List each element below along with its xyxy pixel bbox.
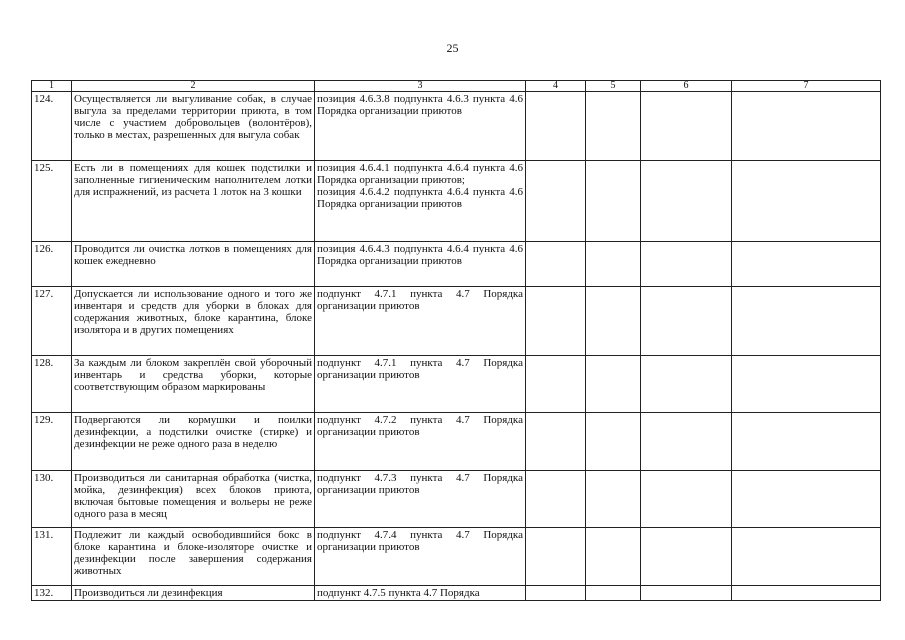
empty-cell-4 [526,586,586,601]
question-text: Подвергаются ли кормушки и поилки дезинфекции, а подстилки очистке (стирке) и дезинфекции не реже одного раза в неделю [72,413,315,471]
reference-line: позиция 4.6.4.1 подпункта 4.6.4 пункта 4.6 Порядка организации приютов; [317,162,523,186]
question-text: Проводится ли очистка лотков в помещениях для кошек ежедневно [72,242,315,287]
legal-reference [315,471,526,528]
table-row [32,356,881,413]
question-text: Допускается ли использование одного и того же инвентаря и средств для уборки в блоках для содержания животных, блоке карантина, блоке изолятора и в других помещениях [72,287,315,356]
empty-cell-5 [586,92,641,161]
empty-cell-6 [641,471,732,528]
legal-reference [315,413,526,471]
empty-cell-6 [641,413,732,471]
row-number: 132. [32,586,72,601]
empty-cell-5 [586,471,641,528]
legal-reference [315,586,526,601]
empty-cell-6 [641,356,732,413]
column-header-3: 3 [315,81,526,92]
empty-cell-5 [586,356,641,413]
empty-cell-4 [526,413,586,471]
row-number: 126. [32,242,72,287]
table-row [32,92,881,161]
table-row [32,413,881,471]
question-text: За каждым ли блоком закреплён свой уборочный инвентарь и средства уборки, которые соответствующим образом маркированы [72,356,315,413]
column-header-5: 5 [586,81,641,92]
table-row [32,242,881,287]
empty-cell-4 [526,528,586,586]
empty-cell-5 [586,586,641,601]
reference-line: подпункт 4.7.1 пункта 4.7 Порядка организации приютов [317,357,523,381]
reference-line: позиция 4.6.4.2 подпункта 4.6.4 пункта 4.6 Порядка организации приютов [317,186,523,210]
row-number: 128. [32,356,72,413]
table-row [32,471,881,528]
empty-cell-7 [732,586,881,601]
column-header-2: 2 [72,81,315,92]
legal-reference [315,528,526,586]
row-number: 129. [32,413,72,471]
empty-cell-4 [526,161,586,242]
question-text: Производиться ли дезинфекция [72,586,315,601]
table-row [32,161,881,242]
checklist-table [31,80,881,601]
empty-cell-4 [526,242,586,287]
row-number: 124. [32,92,72,161]
empty-cell-6 [641,287,732,356]
legal-reference [315,356,526,413]
question-text: Осуществляется ли выгуливание собак, в случае выгула за пределами территории приюта, в том числе с участием добровольцев (волонтёров), только в местах, разрешенных для выгула собак [72,92,315,161]
reference-line: подпункт 4.7.5 пункта 4.7 Порядка [317,587,480,599]
row-number: 127. [32,287,72,356]
empty-cell-7 [732,287,881,356]
question-text: Подлежит ли каждый освободившийся бокс в блоке карантина и блоке-изоляторе очистке и дезинфекции после завершения содержания животных [72,528,315,586]
table-row [32,586,881,601]
empty-cell-5 [586,242,641,287]
question-text: Есть ли в помещениях для кошек подстилки и заполненные гигиеническим наполнителем лотки для испражнений, из расчета 1 лоток на 3 кошки [72,161,315,242]
empty-cell-4 [526,356,586,413]
empty-cell-6 [641,586,732,601]
empty-cell-5 [586,161,641,242]
question-text: Производиться ли санитарная обработка (чистка, мойка, дезинфекция) всех блоков приюта, включая бытовые помещения и вольеры не реже одного раза в месяц [72,471,315,528]
empty-cell-4 [526,471,586,528]
empty-cell-6 [641,92,732,161]
page-number: 25 [446,41,459,55]
empty-cell-5 [586,528,641,586]
legal-reference [315,287,526,356]
empty-cell-6 [641,161,732,242]
table-row [32,528,881,586]
reference-line: подпункт 4.7.2 пункта 4.7 Порядка организации приютов [317,414,523,438]
row-number: 131. [32,528,72,586]
row-number: 130. [32,471,72,528]
legal-reference [315,242,526,287]
empty-cell-4 [526,287,586,356]
table-row [32,287,881,356]
reference-line: подпункт 4.7.4 пункта 4.7 Порядка организации приютов [317,529,523,553]
reference-line: подпункт 4.7.1 пункта 4.7 Порядка организации приютов [317,288,523,312]
empty-cell-7 [732,528,881,586]
empty-cell-7 [732,413,881,471]
empty-cell-6 [641,528,732,586]
legal-reference [315,161,526,242]
empty-cell-7 [732,356,881,413]
reference-line: подпункт 4.7.3 пункта 4.7 Порядка организации приютов [317,472,523,496]
empty-cell-4 [526,92,586,161]
empty-cell-5 [586,413,641,471]
empty-cell-6 [641,242,732,287]
empty-cell-5 [586,287,641,356]
column-header-7: 7 [732,81,881,92]
reference-line: позиция 4.6.3.8 подпункта 4.6.3 пункта 4.6 Порядка организации приютов [317,93,523,117]
legal-reference [315,92,526,161]
empty-cell-7 [732,471,881,528]
reference-line: позиция 4.6.4.3 подпункта 4.6.4 пункта 4.6 Порядка организации приютов [317,243,523,267]
column-header-6: 6 [641,81,732,92]
empty-cell-7 [732,242,881,287]
column-header-4: 4 [526,81,586,92]
empty-cell-7 [732,92,881,161]
row-number: 125. [32,161,72,242]
empty-cell-7 [732,161,881,242]
column-header-1: 1 [32,81,72,92]
header-row [32,81,881,92]
